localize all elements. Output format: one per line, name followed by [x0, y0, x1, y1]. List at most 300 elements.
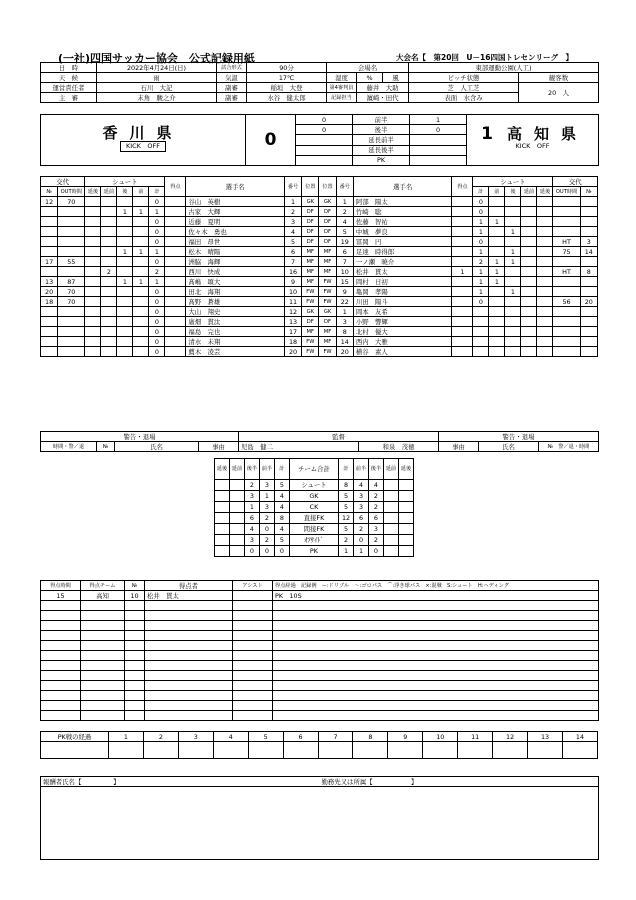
goal-cell [145, 621, 233, 631]
goal-cell [145, 671, 233, 681]
pk-cell [283, 742, 318, 759]
roster-cell: 20 [336, 347, 353, 357]
goal-cell [233, 631, 273, 641]
roster-cell [521, 207, 537, 217]
home-team-name: 香川県 [102, 123, 184, 142]
roster-cell: 7 [336, 257, 353, 267]
roster-cell [553, 317, 580, 327]
player-position: MF [319, 257, 336, 267]
roster-cell [165, 197, 186, 207]
roster-cell [133, 347, 149, 357]
stat-value: 0 [274, 546, 289, 557]
player-position: DF [302, 317, 319, 327]
roster-cell: 1 [473, 287, 489, 297]
goal-row [41, 621, 599, 631]
goal-row [41, 661, 599, 671]
roster-cell [117, 197, 133, 207]
roster-cell [117, 317, 133, 327]
goal-cell: 15 [41, 591, 81, 601]
stat-value: 3 [259, 480, 274, 491]
roster-cell [58, 327, 85, 337]
tournament-name: 大会名【 第20回 U－16四国トレセンリーグ 】 [396, 53, 573, 62]
roster-cell [452, 197, 473, 207]
goal-cell [41, 701, 81, 711]
roster-cell [452, 317, 473, 327]
player-position: MF [302, 257, 319, 267]
roster-row [41, 337, 598, 347]
goal-cell: PK 10S [273, 591, 599, 601]
roster-cell [133, 307, 149, 317]
goal-row [41, 711, 599, 721]
pk-cell [178, 742, 213, 759]
player-position: FW [302, 337, 319, 347]
roster-cell [489, 307, 505, 317]
roster-cell: 1 [505, 227, 521, 237]
roster-cell: 70 [58, 287, 85, 297]
player-position: FW [302, 287, 319, 297]
roster-cell: 55 [58, 257, 85, 267]
roster-cell [133, 227, 149, 237]
pk-column: 6 [283, 732, 318, 742]
goal-cell [273, 611, 599, 621]
goal-cell [41, 611, 81, 621]
roster-cell [41, 247, 58, 257]
roster-cell [58, 317, 85, 327]
roster-cell [41, 307, 58, 317]
roster-cell [165, 227, 186, 237]
roster-cell: 1 [473, 267, 489, 277]
roster-cell [101, 297, 117, 307]
pk-cell [493, 742, 528, 759]
roster-row [41, 317, 598, 327]
roster-cell [58, 347, 85, 357]
roster-row [41, 287, 598, 297]
roster-cell [58, 307, 85, 317]
player-name: 近藤 夏明 [186, 217, 285, 227]
roster-cell: 1 [489, 257, 505, 267]
stat-value [229, 491, 244, 502]
stat-value: 12 [339, 513, 354, 524]
player-name: 西川 快成 [186, 267, 285, 277]
roster-cell: 12 [41, 197, 58, 207]
roster-cell [580, 257, 597, 267]
roster-cell [473, 337, 489, 347]
roster-cell: 14 [336, 337, 353, 347]
roster-cell [452, 237, 473, 247]
roster-cell [133, 267, 149, 277]
roster-cell [521, 287, 537, 297]
roster-cell [521, 267, 537, 277]
roster-cell [521, 197, 537, 207]
stat-value [383, 524, 398, 535]
home-coach: 児島 健二 [239, 442, 359, 452]
roster-cell: 13 [41, 277, 58, 287]
roster-cell: 1 [473, 247, 489, 257]
goal-row [41, 591, 599, 601]
roster-cell [133, 257, 149, 267]
roster-cell [521, 327, 537, 337]
roster-cell [117, 327, 133, 337]
player-position: MF [319, 337, 336, 347]
goal-cell [273, 641, 599, 651]
roster-cell: 4 [284, 227, 301, 237]
stat-value [215, 502, 230, 513]
goal-cell [125, 701, 145, 711]
goal-cell [233, 711, 273, 721]
roster-cell [117, 307, 133, 317]
roster-cell: 1 [473, 277, 489, 287]
stat-value: 4 [274, 524, 289, 535]
roster-row [41, 327, 598, 337]
goal-cell: 高知 [81, 591, 125, 601]
roster-cell [553, 207, 580, 217]
goal-cell [81, 701, 125, 711]
player-position: DF [302, 227, 319, 237]
stat-value [229, 502, 244, 513]
roster-cell [101, 247, 117, 257]
roster-cell: 2 [149, 267, 165, 277]
roster-cell [521, 227, 537, 237]
stat-value: 5 [274, 480, 289, 491]
player-name: 中城 夢良 [353, 227, 452, 237]
player-position: FW [319, 277, 336, 287]
roster-cell [521, 317, 537, 327]
roster-row [41, 277, 598, 287]
goal-cell [125, 661, 145, 671]
goal-cell [273, 651, 599, 661]
stat-value: 5 [339, 502, 354, 513]
roster-cell: 1 [505, 247, 521, 257]
goal-cell [41, 631, 81, 641]
player-name: 阿部 陽太 [353, 197, 452, 207]
goal-row [41, 611, 599, 621]
stat-label: PK [289, 546, 338, 557]
away-kickoff: KICK OFF [515, 142, 550, 150]
roster-cell: 1 [505, 257, 521, 267]
roster-cell: 75 [553, 247, 580, 257]
roster-cell [85, 247, 101, 257]
stat-label: シュート [289, 480, 338, 491]
roster-cell [473, 307, 489, 317]
goal-cell [81, 661, 125, 671]
goal-cell [145, 601, 233, 611]
roster-cell [165, 257, 186, 267]
roster-cell [452, 327, 473, 337]
roster-cell [117, 347, 133, 357]
goal-cell [233, 591, 273, 601]
goal-cell [273, 671, 599, 681]
roster-cell: 0 [149, 327, 165, 337]
player-position: DF [319, 207, 336, 217]
goal-cell [125, 641, 145, 651]
roster-cell: 0 [149, 257, 165, 267]
goal-row [41, 691, 599, 701]
goal-cell [41, 601, 81, 611]
roster-cell: 19 [336, 237, 353, 247]
goal-cell [145, 611, 233, 621]
stat-value [383, 480, 398, 491]
roster-cell [505, 327, 521, 337]
goal-cell [125, 711, 145, 721]
goal-cell [273, 701, 599, 711]
player-position: FW [319, 297, 336, 307]
goal-cell [81, 651, 125, 661]
roster-cell [101, 217, 117, 227]
goal-cell [81, 631, 125, 641]
roster-cell: 18 [41, 297, 58, 307]
roster-cell [537, 227, 553, 237]
stat-value: 2 [259, 513, 274, 524]
roster-cell: 15 [336, 277, 353, 287]
stat-value [229, 480, 244, 491]
roster-cell [58, 237, 85, 247]
roster-cell [117, 257, 133, 267]
roster-cell: 0 [149, 307, 165, 317]
goal-row [41, 631, 599, 641]
roster-cell [165, 207, 186, 217]
goal-cell [233, 601, 273, 611]
roster-cell [521, 217, 537, 227]
goal-cell [125, 631, 145, 641]
stat-value: 3 [259, 502, 274, 513]
roster-cell: 6 [284, 247, 301, 257]
roster-cell [537, 287, 553, 297]
stat-value: 1 [339, 546, 354, 557]
roster-cell [165, 317, 186, 327]
roster-cell [537, 347, 553, 357]
roster-cell [101, 327, 117, 337]
away-coach: 和泉 茂徳 [359, 442, 439, 452]
goal-cell [41, 661, 81, 671]
roster-cell [505, 347, 521, 357]
player-name: 清水 未翔 [186, 337, 285, 347]
roster-cell [580, 217, 597, 227]
roster-cell: 16 [284, 267, 301, 277]
goal-cell [145, 631, 233, 641]
roster-cell [580, 277, 597, 287]
player-position: GK [302, 197, 319, 207]
roster-cell [41, 267, 58, 277]
player-name: 足達 時得郎 [353, 247, 452, 257]
roster-cell [580, 307, 597, 317]
roster-cell: 6 [336, 247, 353, 257]
roster-row [41, 307, 598, 317]
roster-cell [537, 257, 553, 267]
roster-cell [165, 217, 186, 227]
stat-value [215, 491, 230, 502]
stat-value: 5 [339, 491, 354, 502]
roster-cell [85, 287, 101, 297]
stat-value: 8 [274, 513, 289, 524]
roster-cell [101, 197, 117, 207]
roster-cell [452, 227, 473, 237]
roster-cell [505, 317, 521, 327]
roster-cell [452, 287, 473, 297]
roster-cell: 2 [284, 207, 301, 217]
stat-value: 2 [244, 480, 259, 491]
stat-value: 2 [368, 535, 383, 546]
player-name: 川田 陽斗 [353, 297, 452, 307]
stat-label: GK [289, 491, 338, 502]
roster-cell: 1 [452, 267, 473, 277]
stat-value: 4 [244, 524, 259, 535]
roster-cell [553, 227, 580, 237]
stat-value [215, 524, 230, 535]
goal-cell [125, 691, 145, 701]
player-name: 横谷 素人 [353, 347, 452, 357]
goal-cell [273, 631, 599, 641]
goal-cell [145, 651, 233, 661]
pk-cell [248, 742, 283, 759]
roster-cell [452, 257, 473, 267]
roster-cell [117, 237, 133, 247]
roster-cell [117, 337, 133, 347]
stat-value: 3 [244, 535, 259, 546]
roster-cell [452, 337, 473, 347]
roster-cell [101, 337, 117, 347]
roster-cell [85, 267, 101, 277]
player-name: 小野 響輝 [353, 317, 452, 327]
goal-cell [125, 671, 145, 681]
goal-cell [233, 611, 273, 621]
roster-cell [537, 247, 553, 257]
roster-cell: 0 [149, 287, 165, 297]
roster-cell [553, 287, 580, 297]
roster-cell [537, 217, 553, 227]
roster-cell [85, 347, 101, 357]
roster-cell [553, 257, 580, 267]
player-name: 北村 優大 [353, 327, 452, 337]
goal-cell [233, 661, 273, 671]
goal-cell [233, 671, 273, 681]
stat-value [383, 491, 398, 502]
stat-value: 1 [354, 546, 369, 557]
roster-cell [101, 237, 117, 247]
roster-cell [505, 237, 521, 247]
roster-cell [58, 227, 85, 237]
roster-cell [505, 277, 521, 287]
stat-value [229, 513, 244, 524]
roster-cell: 7 [284, 257, 301, 267]
roster-table: 交代 シュート 得点 選手名 番号 位置 位置 番号 選手名 得点 シュート 交代 № OUT時間 延後 延前 後 前 計 計 前 後 延前 延後 OUT時間 № 12 70 0 谷山 英樹 1 GK GK 1 阿部 陽太 0 1 1 1 古家 大輝 2 DF DF 2 竹崎 聡 0 0 近藤 夏明 3 DF DF 4 佐藤 智祐 1 1 0 佐々木 勇也 4 DF DF 5 中城 夢良 1 1 0 福田 昂世 5 DF DF 19 冨岡 円 0 HT 3 1 1 1 松木 晴陽 6 MF MF 6 足達 時得郎 1 1 75 14 17 55 0 洲脇 海輝 7 MF MF 7 一ノ瀬 暁介 2 1 1 2 2 西川 快成 16 MF MF 10 松井 貫太 1 1 1 HT 8 13 87 1 1 1 髙嶋 頌大 9 MF FW 15 岡村 日初 1 1 20 70 0 田北 海翔 10 FW FW 9 亀岡 孝陽 1 1 18 70 0 髙野 蒼雄 11 FW FW 22 川田 陽斗 0 56 20 0 大山 翔史 12 GK GK 1 岡本 友希 0 廣畑 貫汰 13 DF DF 3 小野 響輝 0 福島 完也 17 MF MF 8 北村 優大 0 清水 未翔 18 FW MF 14 西内 大雅 0 薦木 凌芸 20 FW FW 20 横谷 素人 [40, 176, 598, 357]
player-name: 亀岡 孝陽 [353, 287, 452, 297]
home-kickoff: KICK OFF [120, 141, 166, 152]
stat-value: 0 [244, 546, 259, 557]
roster-cell [133, 297, 149, 307]
roster-cell: 0 [473, 207, 489, 217]
stat-value: 4 [274, 491, 289, 502]
roster-cell: 1 [117, 247, 133, 257]
stat-value [229, 546, 244, 557]
stats-row [215, 491, 414, 502]
roster-cell: 1 [336, 197, 353, 207]
pk-cell [423, 742, 458, 759]
roster-cell [521, 347, 537, 357]
roster-cell [58, 207, 85, 217]
stat-value: 8 [339, 480, 354, 491]
player-position: DF [302, 217, 319, 227]
roster-cell: 1 [473, 227, 489, 237]
roster-cell [165, 287, 186, 297]
goal-cell [273, 601, 599, 611]
roster-row [41, 347, 598, 357]
team-stats-table: 延後 延前 後半 前半 計 チーム合計 計 前半 後半 延前 延後 2 3 5 シュート 8 4 4 3 1 4 GK 5 3 2 1 3 4 CK 5 3 2 6 2 8 直接FK 12 6 6 4 0 4 間接FK 5 2 3 3 2 5 ｵﾌｻｲﾄﾞ 2 0 2 0 0 0 PK 1 1 0 [214, 458, 414, 557]
roster-row [41, 297, 598, 307]
stat-value: 2 [368, 491, 383, 502]
roster-cell [58, 247, 85, 257]
player-position: FW [302, 347, 319, 357]
roster-cell [537, 327, 553, 337]
player-name: 福田 昂世 [186, 237, 285, 247]
roster-cell: 56 [553, 297, 580, 307]
roster-cell: 2 [101, 267, 117, 277]
roster-cell [553, 197, 580, 207]
goal-row [41, 641, 599, 651]
roster-cell: 12 [284, 307, 301, 317]
roster-cell [165, 237, 186, 247]
roster-cell [580, 347, 597, 357]
roster-cell: 20 [580, 297, 597, 307]
player-position: GK [302, 307, 319, 317]
roster-cell: 9 [284, 277, 301, 287]
roster-cell [41, 337, 58, 347]
goal-cell [41, 681, 81, 691]
goal-cell [145, 691, 233, 701]
player-position: MF [302, 247, 319, 257]
goal-cell [125, 611, 145, 621]
roster-cell [58, 337, 85, 347]
roster-cell: 1 [149, 277, 165, 287]
player-name: 田北 海翔 [186, 287, 285, 297]
player-position: DF [302, 207, 319, 217]
goal-cell: 松井 貫太 [145, 591, 233, 601]
stat-value [383, 513, 398, 524]
roster-cell: 1 [117, 277, 133, 287]
roster-cell [101, 307, 117, 317]
stat-value: 2 [354, 524, 369, 535]
goal-row [41, 671, 599, 681]
player-name: 髙嶋 頌大 [186, 277, 285, 287]
roster-cell: 18 [284, 337, 301, 347]
stat-value: 0 [259, 546, 274, 557]
roster-cell [505, 337, 521, 347]
roster-cell: 0 [473, 237, 489, 247]
stat-value [383, 546, 398, 557]
pk-table: PK戦の経過 1 2 3 4 5 6 7 8 9 10 11 12 13 14 [40, 731, 598, 759]
roster-cell: 5 [284, 237, 301, 247]
goal-cell [233, 641, 273, 651]
roster-cell: 1 [149, 247, 165, 257]
roster-cell: 0 [473, 297, 489, 307]
roster-cell [521, 257, 537, 267]
roster-cell: HT [553, 267, 580, 277]
roster-cell: 17 [284, 327, 301, 337]
roster-cell [452, 307, 473, 317]
goal-cell [273, 681, 599, 691]
roster-cell [101, 207, 117, 217]
roster-cell: 0 [149, 197, 165, 207]
roster-cell [537, 197, 553, 207]
goal-cell [233, 691, 273, 701]
roster-cell [133, 317, 149, 327]
goal-cell [81, 711, 125, 721]
stat-value [229, 524, 244, 535]
roster-cell [101, 257, 117, 267]
stats-row [215, 524, 414, 535]
stat-value: 0 [354, 535, 369, 546]
roster-cell: 1 [149, 207, 165, 217]
roster-cell [489, 337, 505, 347]
